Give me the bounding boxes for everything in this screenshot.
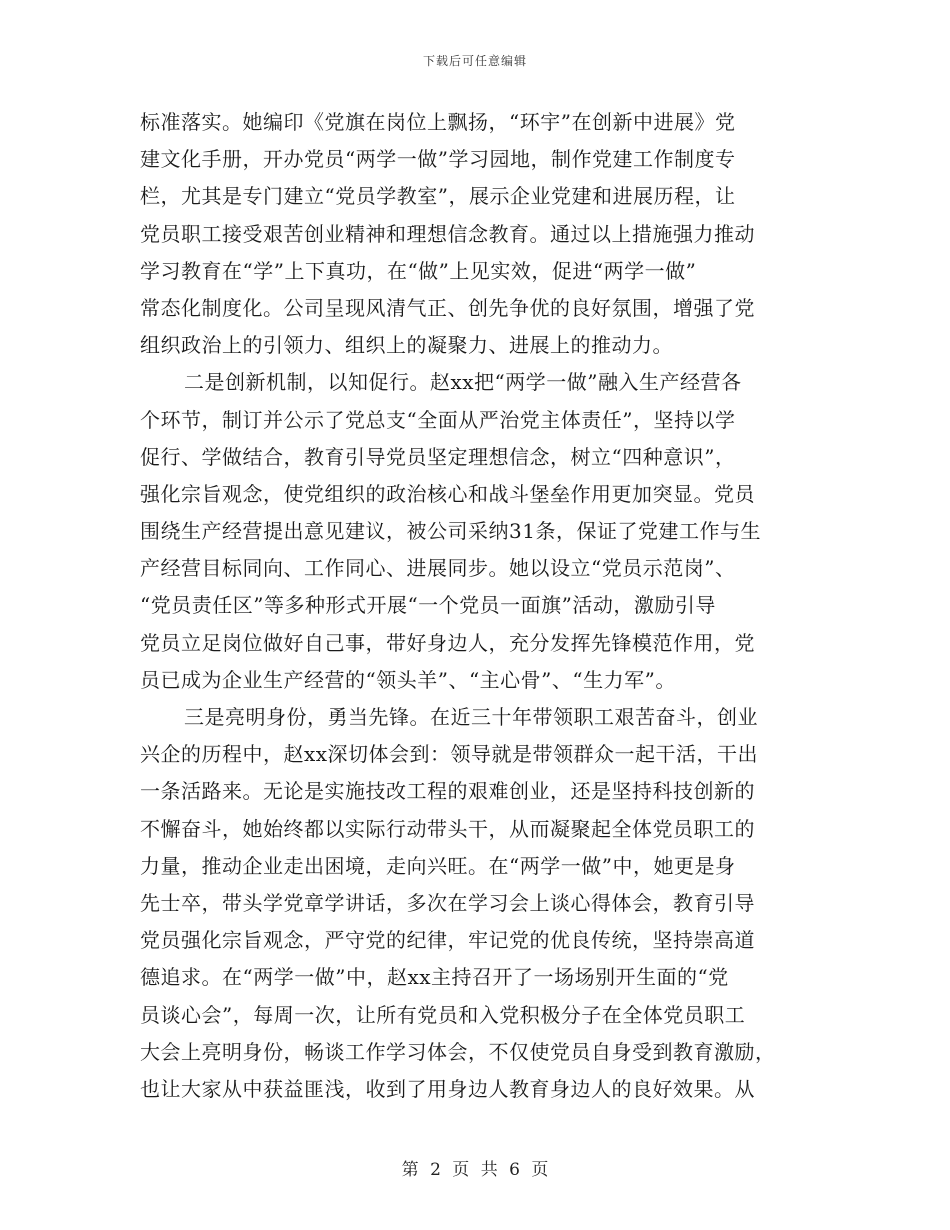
document-body bbox=[140, 104, 800, 1108]
text-line: 栏，尤其是专门建立“党员学教室”，展示企业党建和进展历程，让 bbox=[140, 184, 736, 209]
text-line: 常态化制度化。公司呈现风清气正、创先争优的良好氛围，增强了党 bbox=[140, 295, 755, 320]
text-line: 不懈奋斗，她始终都以实际行动带头干，从而凝聚起全体党员职工的 bbox=[140, 816, 755, 841]
text-line: 个环节，制订并公示了党总支“全面从严治党主体责任”，坚持以学 bbox=[140, 407, 736, 432]
text-line: 建文化手册，开办党员“两学一做”学习园地，制作党建工作制度专 bbox=[140, 147, 736, 172]
text-line: 也让大家从中获益匪浅，收到了用身边人教育身边人的良好效果。从 bbox=[140, 1076, 755, 1101]
text-line: 标准落实。她编印《党旗在岗位上飘扬，“环宇”在创新中进展》党 bbox=[140, 110, 736, 134]
text-line: 德追求。在“两学一做”中，赵xx主持召开了一场场别开生面的“党 bbox=[140, 965, 729, 990]
text-line: 围绕生产经营提出意见建议，被公司采纳31条，保证了党建工作与生 bbox=[140, 519, 761, 544]
paragraph-first-line: 二是创新机制，以知促行。赵xx把“两学一做”融入生产经营各 bbox=[184, 370, 742, 395]
text-line: 大会上亮明身份，畅谈工作学习体会，不仅使党员自身受到教育激励， bbox=[140, 1039, 776, 1064]
text-line: 兴企的历程中，赵xx深切体会到：领导就是带领群众一起干活，干出 bbox=[140, 742, 759, 767]
text-line: 力量，推动企业走出困境，走向兴旺。在“两学一做”中，她更是身 bbox=[140, 853, 736, 878]
text-line: 党员强化宗旨观念，严守党的纪律，牢记党的优良传统，坚持崇高道 bbox=[140, 928, 755, 953]
text-line: 员已成为企业生产经营的“领头羊”、“主心骨”、“生力军”。 bbox=[140, 667, 676, 692]
page-footer: 第 2 页 共 6 页 bbox=[401, 1160, 549, 1180]
text-line: “党员责任区”等多种形式开展“一个党员一面旗”活动，激励引导 bbox=[140, 593, 716, 618]
text-line: 一条活路来。无论是实施技改工程的艰难创业，还是坚持科技创新的 bbox=[140, 779, 755, 804]
text-line: 先士卒，带头学党章学讲话，多次在学习会上谈心得体会，教育引导 bbox=[140, 890, 755, 915]
text-line: 党员职工接受艰苦创业精神和理想信念教育。通过以上措施强力推动 bbox=[140, 221, 755, 246]
header-note: 下载后可任意编辑 bbox=[422, 54, 527, 68]
text-line: 员谈心会”，每周一次，让所有党员和入党积极分子在全体党员职工 bbox=[140, 1002, 746, 1027]
text-line: 产经营目标同向、工作同心、进展同步。她以设立“党员示范岗”、 bbox=[140, 556, 736, 581]
text-line: 党员立足岗位做好自己事，带好身边人，充分发挥先锋模范作用，党 bbox=[140, 630, 755, 655]
text-line: 组织政治上的引领力、组织上的凝聚力、进展上的推动力。 bbox=[140, 333, 673, 358]
paragraph-first-line: 三是亮明身份，勇当先锋。在近三十年带领职工艰苦奋斗，创业 bbox=[184, 705, 758, 729]
text-line: 促行、学做结合，教育引导党员坚定理想信念，树立“四种意识”， bbox=[140, 444, 736, 469]
text-line: 学习教育在“学”上下真功，在“做”上见实效，促进“两学一做” bbox=[140, 258, 697, 283]
text-line: 强化宗旨观念，使党组织的政治核心和战斗堡垒作用更加突显。党员 bbox=[140, 481, 755, 506]
